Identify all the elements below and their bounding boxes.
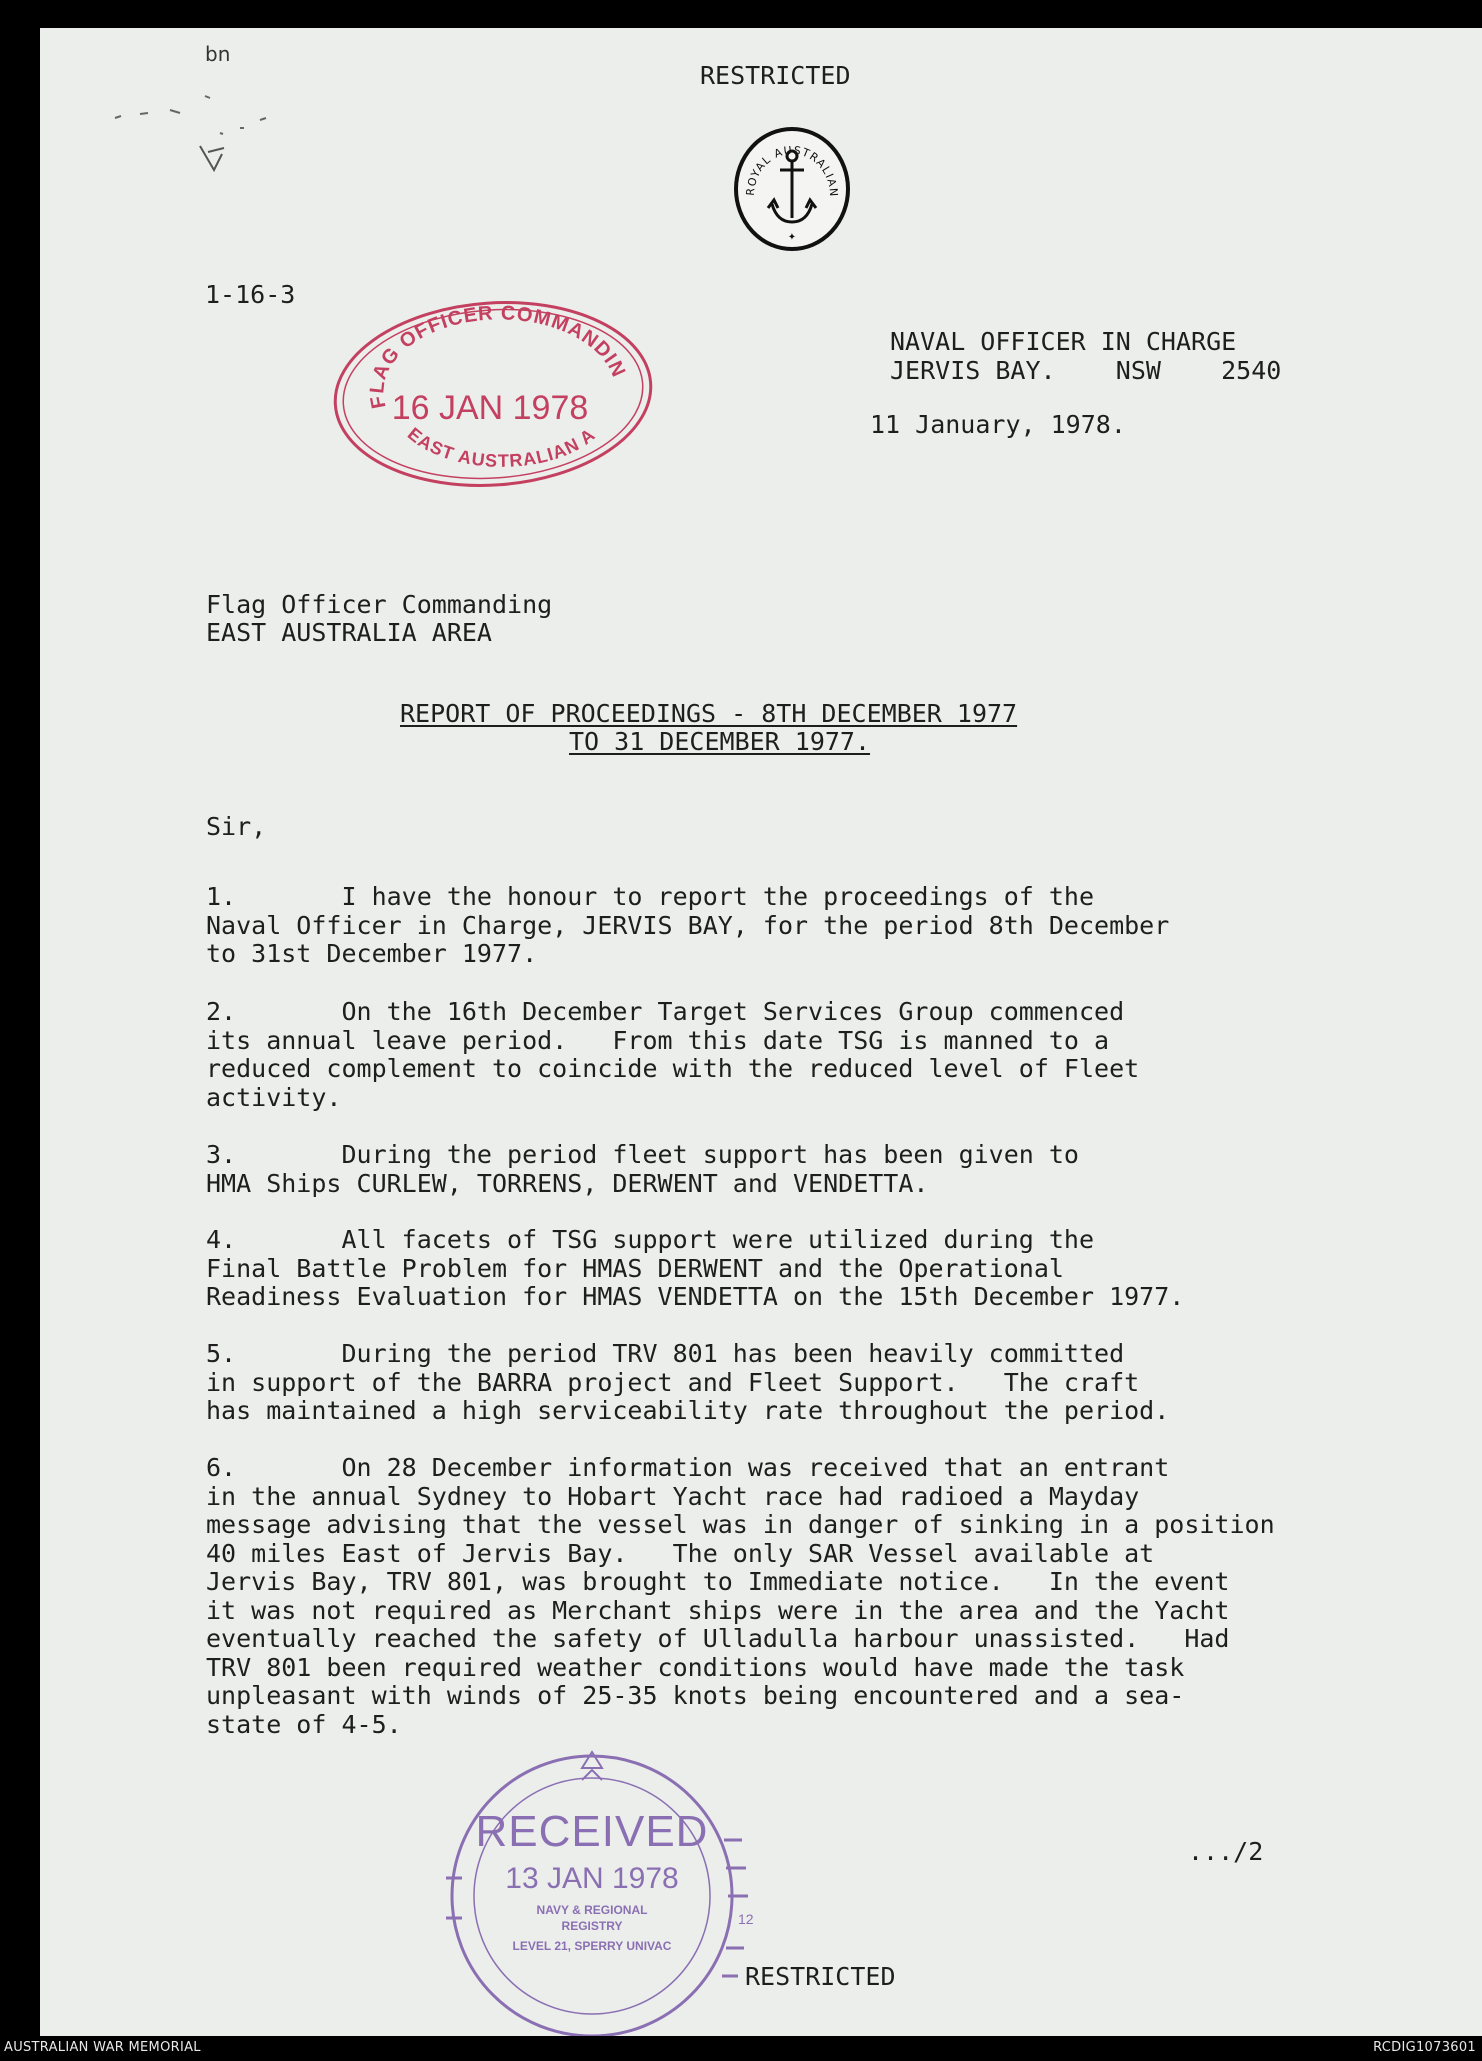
addressee-line-2: EAST AUSTRALIA AREA bbox=[206, 618, 492, 647]
classification-top: RESTRICTED bbox=[700, 61, 851, 90]
sender-line-1: NAVAL OFFICER IN CHARGE bbox=[890, 327, 1237, 356]
paragraph-4: 4. All facets of TSG support were utilized during the Final Battle Problem for HMAS DERWENT and the Operational Readiness Evaluation for HMAS VENDETTA on the 15th December 1977. bbox=[206, 1225, 1185, 1311]
svg-text:✦: ✦ bbox=[787, 232, 797, 243]
stamp-bottom-text: EAST AUSTRALIAN A bbox=[403, 423, 600, 471]
subject-line-2: TO 31 DECEMBER 1977. bbox=[569, 727, 871, 756]
stamp-date: 16 JAN 1978 bbox=[391, 389, 589, 427]
flag-officer-stamp bbox=[328, 295, 658, 493]
ran-crest bbox=[732, 126, 852, 252]
pencil-marks bbox=[110, 68, 310, 188]
registry-line-3: LEVEL 21, SPERRY UNIVAC bbox=[512, 1939, 672, 1953]
subject-line-1: REPORT OF PROCEEDINGS - 8TH DECEMBER 1977 bbox=[400, 699, 1018, 728]
classification-bottom: RESTRICTED bbox=[745, 1962, 896, 1991]
footer-catalogue-id: RCDIG1073601 bbox=[1373, 2040, 1476, 2055]
document-page bbox=[40, 28, 1482, 2036]
continuation-marker: .../2 bbox=[1188, 1837, 1264, 1866]
file-reference: 1-16-3 bbox=[205, 280, 296, 309]
received-text: RECEIVED bbox=[475, 1807, 709, 1856]
registry-line-1: NAVY & REGIONAL bbox=[536, 1903, 648, 1917]
paragraph-2: 2. On the 16th December Target Services Group commenced its annual leave period. From this date TSG is manned to a reduced complement to coincide with the reduced level of Fleet activity. bbox=[206, 997, 1140, 1112]
handwritten-initials: bn bbox=[205, 42, 231, 66]
addressee-line-1: Flag Officer Commanding bbox=[206, 590, 553, 619]
stamp-top-text: FLAG OFFICER COMMANDIN bbox=[366, 302, 630, 411]
paragraph-5: 5. During the period TRV 801 has been heavily committed in support of the BARRA project and Fleet Support. The craft has maintained a high serviceability rate throughout the period. bbox=[206, 1339, 1170, 1425]
paragraph-1: 1. I have the honour to report the proceedings of the Naval Officer in Charge, JERVIS BAY, for the period 8th December to 31st December 1977. bbox=[206, 882, 1170, 968]
paragraph-6: 6. On 28 December information was received that an entrant in the annual Sydney to Hobart Yacht race had radioed a Mayday message advising that the vessel was in danger of sinking in a position 40 miles East of Jervis Bay. The only SAR Vessel available at Jervis Bay, TRV 801, was brought to Immediate notice. In the event it was not required as Merchant ships were in the area and the Yacht eventually reached the safety of Ulladulla harbour unassisted. Had TRV 801 been required weather conditions would have made the task unpleasant with winds of 25-35 knots being encountered and a sea- state of 4-5. bbox=[206, 1453, 1275, 1739]
crest-text: ROYAL AUSTRALIAN bbox=[743, 143, 841, 198]
received-date: 13 JAN 1978 bbox=[505, 1862, 679, 1895]
letter-date: 11 January, 1978. bbox=[870, 410, 1126, 439]
registry-line-2: REGISTRY bbox=[561, 1919, 623, 1933]
sender-line-2: JERVIS BAY. NSW 2540 bbox=[890, 356, 1282, 385]
footer-archive-name: AUSTRALIAN WAR MEMORIAL bbox=[4, 2040, 201, 2055]
stamp-side-number: 12 bbox=[738, 1911, 754, 1927]
salutation: Sir, bbox=[206, 812, 267, 841]
received-stamp bbox=[432, 1728, 762, 2036]
paragraph-3: 3. During the period fleet support has been given to HMA Ships CURLEW, TORRENS, DERWENT and VENDETTA. bbox=[206, 1140, 1079, 1198]
